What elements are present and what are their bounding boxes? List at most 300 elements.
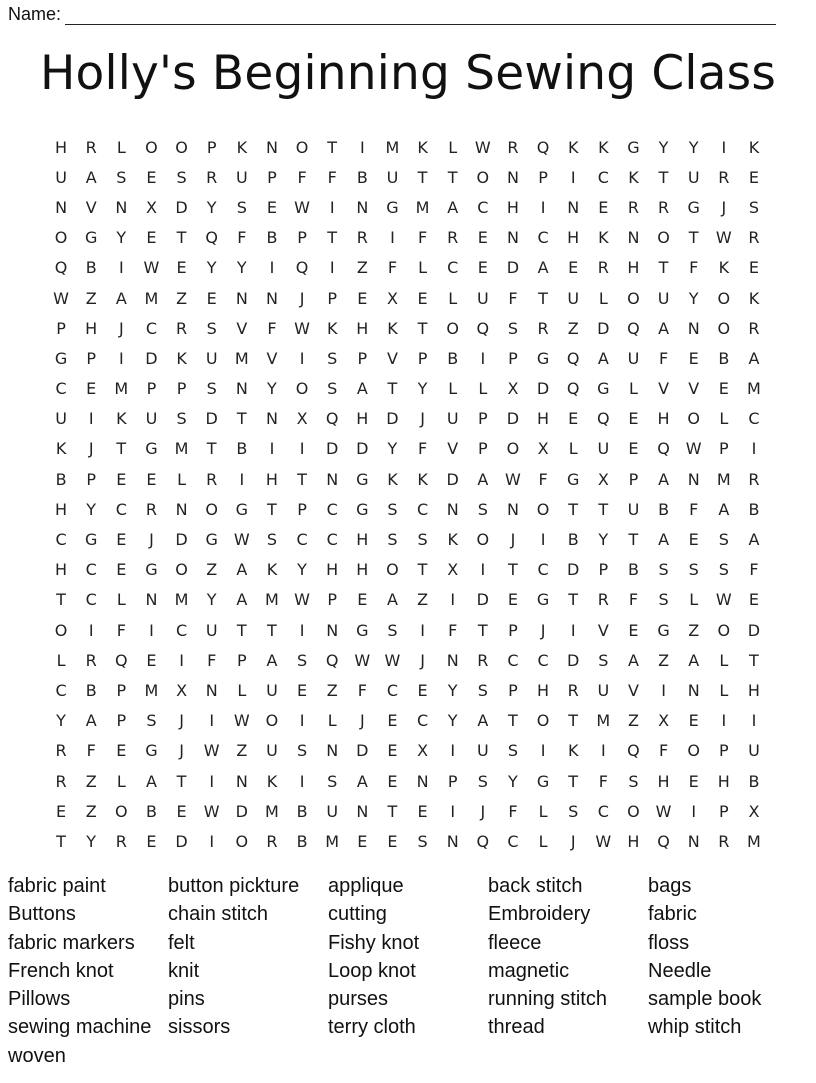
name-label: Name: <box>8 4 62 24</box>
grid-letter: S <box>176 409 187 429</box>
grid-letter: Q <box>476 831 490 851</box>
grid-letter: I <box>329 197 335 217</box>
grid-letter: B <box>627 560 639 580</box>
word-list-item: running stitch <box>488 988 607 1011</box>
grid-row <box>46 585 776 615</box>
grid-letter: R <box>748 469 760 489</box>
grid-letter: E <box>357 831 368 851</box>
grid-letter: F <box>508 288 518 308</box>
grid-letter: S <box>236 197 247 217</box>
grid-letter: H <box>657 771 670 791</box>
grid-letter: Y <box>86 831 97 851</box>
grid-letter: Q <box>627 318 640 338</box>
grid-letter: J <box>420 409 425 429</box>
grid-letter: I <box>721 137 727 157</box>
grid-letter: Y <box>447 680 458 700</box>
grid-letter: H <box>356 560 369 580</box>
grid-letter: I <box>209 771 215 791</box>
grid-letter: I <box>600 741 606 761</box>
grid-letter: T <box>56 831 66 851</box>
grid-letter: O <box>717 620 731 640</box>
grid-letter: O <box>446 318 459 338</box>
grid-letter: M <box>596 711 611 731</box>
grid-letter: W <box>715 228 732 248</box>
grid-letter: I <box>118 258 124 278</box>
grid-letter: N <box>687 469 700 489</box>
grid-letter: L <box>116 590 126 610</box>
grid-letter: F <box>658 348 669 368</box>
grid-letter: N <box>356 197 369 217</box>
grid-letter: R <box>597 258 609 278</box>
grid-letter: U <box>597 439 610 459</box>
grid-letter: A <box>356 771 368 791</box>
grid-letter: C <box>416 499 429 519</box>
grid-letter: N <box>627 228 640 248</box>
grid-letter: Q <box>536 137 550 157</box>
grid-letter: F <box>327 167 337 187</box>
grid-letter: I <box>88 620 94 640</box>
grid-letter: T <box>477 620 488 640</box>
grid-letter: O <box>54 228 68 248</box>
grid-letter: T <box>417 318 428 338</box>
word-list-item: bags <box>648 875 692 897</box>
grid-letter: I <box>661 680 666 700</box>
grid-letter: E <box>206 288 217 308</box>
grid-letter: I <box>329 258 335 278</box>
grid-letter: Q <box>54 258 68 278</box>
grid-letter: L <box>719 409 729 429</box>
grid-letter: C <box>386 680 399 700</box>
grid-letter: Q <box>295 258 309 278</box>
grid-letter: E <box>748 258 759 278</box>
grid-letter: C <box>537 228 549 248</box>
grid-letter: A <box>266 650 278 670</box>
grid-row <box>46 706 776 736</box>
grid-letter: F <box>448 620 458 640</box>
grid-letter: A <box>236 560 248 580</box>
grid-letter: H <box>717 771 730 791</box>
grid-letter: Q <box>325 650 339 670</box>
grid-letter: O <box>54 620 68 640</box>
grid-row <box>46 343 776 373</box>
grid-letter: U <box>145 409 158 429</box>
grid-letter: A <box>537 258 549 278</box>
grid-letter: B <box>658 499 670 519</box>
grid-letter: N <box>506 167 519 187</box>
word-list-item: floss <box>648 931 690 954</box>
grid-letter: Z <box>567 318 579 338</box>
grid-letter: W <box>595 831 612 851</box>
grid-letter: X <box>748 801 760 821</box>
grid-letter: T <box>327 137 338 157</box>
grid-letter: K <box>567 741 579 761</box>
grid-letter: N <box>687 831 700 851</box>
grid-letter: N <box>446 831 459 851</box>
grid-letter: D <box>597 318 610 338</box>
word-list <box>8 872 808 1070</box>
grid-letter: C <box>597 167 609 187</box>
grid-letter: N <box>326 620 339 640</box>
grid-letter: W <box>53 288 69 308</box>
grid-letter: P <box>508 348 518 368</box>
grid-letter: E <box>146 469 157 489</box>
grid-letter: T <box>267 620 277 640</box>
grid-letter: E <box>417 801 428 821</box>
grid-letter: U <box>476 288 489 308</box>
grid-letter: P <box>206 137 217 157</box>
word-list-item: back stitch <box>488 875 583 897</box>
grid-letter: E <box>116 560 127 580</box>
grid-letter: E <box>417 680 428 700</box>
grid-letter: H <box>567 228 580 248</box>
grid-letter: R <box>55 771 67 791</box>
grid-letter: H <box>657 409 670 429</box>
grid-letter: E <box>568 258 579 278</box>
grid-letter: D <box>386 409 399 429</box>
grid-letter: V <box>386 348 398 368</box>
grid-letter: C <box>507 831 519 851</box>
grid-letter: T <box>447 167 458 187</box>
grid-letter: L <box>478 379 488 399</box>
grid-letter: I <box>540 741 546 761</box>
word-list-item: chain stitch <box>168 903 269 926</box>
grid-letter: N <box>687 318 700 338</box>
grid-letter: J <box>540 620 546 640</box>
grid-letter: D <box>356 741 369 761</box>
grid-letter: M <box>144 680 159 700</box>
grid-letter: L <box>538 801 548 821</box>
word-list-item: thread <box>488 1016 545 1039</box>
grid-letter: C <box>55 379 67 399</box>
grid-letter: X <box>507 379 519 399</box>
grid-letter: C <box>55 680 67 700</box>
grid-letter: L <box>568 439 578 459</box>
grid-letter: H <box>55 560 68 580</box>
grid-letter: S <box>718 530 729 550</box>
grid-letter: Z <box>85 771 97 791</box>
grid-letter: I <box>118 348 124 368</box>
grid-letter: I <box>480 560 486 580</box>
grid-letter: G <box>205 530 218 550</box>
grid-letter: A <box>85 711 97 731</box>
grid-letter: Z <box>236 741 248 761</box>
grid-letter: U <box>205 348 218 368</box>
grid-letter: K <box>718 258 730 278</box>
grid-letter: I <box>540 197 546 217</box>
grid-letter: T <box>206 439 217 459</box>
grid-letter: Z <box>417 590 429 610</box>
grid-letter: P <box>718 741 729 761</box>
grid-letter: B <box>85 258 97 278</box>
grid-letter: G <box>235 499 249 519</box>
grid-row <box>46 555 776 585</box>
grid-letter: H <box>537 680 550 700</box>
grid-letter: J <box>149 530 154 550</box>
grid-letter: E <box>86 379 97 399</box>
grid-letter: C <box>85 590 97 610</box>
grid-letter: C <box>296 530 308 550</box>
grid-letter: L <box>327 711 337 731</box>
grid-letter: D <box>175 831 188 851</box>
grid-letter: W <box>294 590 310 610</box>
grid-letter: M <box>234 348 249 368</box>
grid-letter: N <box>115 197 128 217</box>
grid-letter: F <box>387 258 398 278</box>
grid-letter: M <box>325 831 340 851</box>
grid-letter: U <box>266 741 278 761</box>
grid-letter: D <box>205 409 218 429</box>
grid-letter: Y <box>417 379 428 399</box>
grid-letter: Y <box>236 258 247 278</box>
grid-letter: P <box>447 771 458 791</box>
grid-letter: B <box>447 348 459 368</box>
grid-letter: K <box>387 318 398 338</box>
grid-letter: B <box>296 831 308 851</box>
grid-letter: Q <box>657 831 670 851</box>
grid-letter: R <box>85 137 97 157</box>
grid-letter: M <box>114 379 129 399</box>
grid-letter: N <box>235 771 248 791</box>
grid-letter: D <box>536 379 550 399</box>
name-field <box>8 4 776 25</box>
grid-letter: F <box>689 258 699 278</box>
name-line <box>65 6 776 25</box>
grid-letter: O <box>235 831 249 851</box>
grid-letter: V <box>85 197 97 217</box>
grid-letter: N <box>506 228 519 248</box>
grid-letter: W <box>233 530 250 550</box>
grid-letter: H <box>537 409 550 429</box>
grid-letter: M <box>716 469 731 489</box>
grid-letter: G <box>536 590 550 610</box>
grid-letter: W <box>143 258 160 278</box>
grid-letter: L <box>177 469 187 489</box>
grid-letter: H <box>356 409 369 429</box>
grid-letter: P <box>297 228 307 248</box>
grid-letter: G <box>356 620 369 640</box>
grid-letter: T <box>598 499 609 519</box>
grid-letter: V <box>236 318 248 338</box>
grid-letter: V <box>597 620 609 640</box>
grid-letter: C <box>326 530 338 550</box>
grid-letter: M <box>385 137 400 157</box>
grid-letter: R <box>145 499 157 519</box>
grid-letter: C <box>537 560 549 580</box>
grid-letter: E <box>387 741 398 761</box>
grid-letter: P <box>477 439 488 459</box>
grid-letter: N <box>326 469 339 489</box>
grid-letter: B <box>748 499 760 519</box>
grid-letter: G <box>597 379 610 399</box>
grid-letter: Y <box>688 137 699 157</box>
grid-letter: Q <box>566 379 580 399</box>
grid-letter: N <box>265 409 278 429</box>
grid-letter: P <box>508 620 518 640</box>
grid-letter: U <box>657 288 670 308</box>
grid-letter: P <box>146 379 157 399</box>
grid-letter: O <box>506 439 520 459</box>
grid-letter: W <box>203 801 220 821</box>
grid-letter: R <box>85 650 97 670</box>
grid-letter: J <box>88 439 94 459</box>
grid-letter: K <box>748 137 760 157</box>
grid-letter: L <box>689 590 699 610</box>
word-list-item: purses <box>328 988 389 1011</box>
grid-letter: G <box>386 197 399 217</box>
word-list-item: pins <box>168 988 205 1011</box>
grid-letter: R <box>206 167 218 187</box>
grid-letter: J <box>480 801 486 821</box>
grid-letter: W <box>655 801 672 821</box>
grid-letter: T <box>236 409 247 429</box>
grid-letter: T <box>628 530 639 550</box>
grid-letter: T <box>568 711 579 731</box>
grid-letter: S <box>507 318 519 338</box>
grid-row <box>46 736 776 766</box>
grid-letter: E <box>688 348 699 368</box>
grid-letter: I <box>540 530 546 550</box>
grid-letter: E <box>146 650 157 670</box>
grid-letter: R <box>537 318 549 338</box>
grid-row <box>46 253 776 283</box>
grid-letter: N <box>175 499 188 519</box>
grid-letter: C <box>416 711 429 731</box>
grid-letter: F <box>237 228 247 248</box>
grid-letter: I <box>450 590 456 610</box>
grid-letter: N <box>205 680 218 700</box>
grid-letter: D <box>506 258 520 278</box>
grid-letter: T <box>417 560 428 580</box>
grid-letter: S <box>477 680 488 700</box>
grid-letter: F <box>598 771 608 791</box>
grid-letter: I <box>570 167 576 187</box>
grid-letter: C <box>507 650 519 670</box>
grid-row <box>46 313 776 343</box>
grid-letter: O <box>476 167 490 187</box>
grid-letter: F <box>417 228 428 248</box>
grid-letter: G <box>657 620 670 640</box>
grid-letter: O <box>175 560 188 580</box>
grid-letter: A <box>356 379 368 399</box>
grid-letter: Q <box>325 409 339 429</box>
grid-letter: U <box>748 741 760 761</box>
grid-letter: T <box>568 590 579 610</box>
grid-row <box>46 162 776 192</box>
grid-letter: A <box>748 348 760 368</box>
grid-letter: I <box>480 348 486 368</box>
grid-letter: T <box>749 650 759 670</box>
grid-letter: G <box>84 228 98 248</box>
grid-letter: E <box>688 711 699 731</box>
grid-letter: P <box>267 167 277 187</box>
grid-letter: U <box>266 680 278 700</box>
grid-letter: B <box>55 469 67 489</box>
grid-letter: Q <box>597 409 610 429</box>
grid-letter: L <box>719 680 729 700</box>
grid-letter: R <box>176 318 188 338</box>
grid-letter: N <box>265 137 278 157</box>
grid-letter: I <box>359 137 365 157</box>
grid-letter: Y <box>447 711 458 731</box>
grid-letter: D <box>326 439 339 459</box>
grid-letter: Y <box>688 288 699 308</box>
grid-row <box>46 132 776 162</box>
grid-letter: S <box>748 197 760 217</box>
grid-letter: E <box>628 409 639 429</box>
grid-row <box>46 826 776 856</box>
grid-letter: F <box>689 499 699 519</box>
grid-row <box>46 524 776 554</box>
grid-letter: T <box>508 560 518 580</box>
grid-letter: A <box>658 530 670 550</box>
grid-letter: I <box>209 711 215 731</box>
grid-letter: F <box>116 620 126 640</box>
grid-letter: L <box>116 771 126 791</box>
grid-letter: X <box>597 469 609 489</box>
grid-letter: E <box>116 741 127 761</box>
grid-letter: V <box>658 379 670 399</box>
grid-letter: Q <box>205 228 218 248</box>
grid-row <box>46 645 776 675</box>
grid-letter: L <box>418 258 428 278</box>
grid-letter: C <box>748 409 760 429</box>
grid-letter: I <box>751 439 757 459</box>
grid-letter: O <box>145 137 158 157</box>
grid-letter: E <box>116 469 127 489</box>
grid-letter: V <box>266 348 278 368</box>
grid-letter: A <box>447 197 459 217</box>
grid-letter: Q <box>566 348 580 368</box>
grid-letter: A <box>597 348 609 368</box>
grid-letter: R <box>567 680 579 700</box>
grid-letter: F <box>357 680 367 700</box>
grid-letter: F <box>267 318 277 338</box>
grid-letter: E <box>56 801 67 821</box>
grid-letter: U <box>597 680 610 700</box>
grid-letter: D <box>476 590 489 610</box>
grid-letter: F <box>207 650 217 670</box>
grid-letter: I <box>570 620 576 640</box>
grid-row <box>46 766 776 796</box>
grid-letter: D <box>446 469 459 489</box>
grid-letter: M <box>747 831 761 851</box>
grid-letter: X <box>176 680 188 700</box>
grid-letter: L <box>719 650 729 670</box>
grid-letter: A <box>477 711 489 731</box>
grid-row <box>46 374 776 404</box>
grid-letter: E <box>266 197 277 217</box>
grid-letter: B <box>266 228 278 248</box>
grid-letter: W <box>685 439 702 459</box>
grid-letter: K <box>598 228 609 248</box>
grid-letter: M <box>265 801 279 821</box>
grid-letter: K <box>417 469 428 489</box>
grid-letter: E <box>357 590 368 610</box>
grid-letter: E <box>748 167 759 187</box>
grid-letter: P <box>116 680 127 700</box>
grid-letter: H <box>356 530 369 550</box>
grid-letter: S <box>296 650 308 670</box>
word-list-item: magnetic <box>488 959 570 982</box>
grid-letter: N <box>687 680 700 700</box>
grid-row <box>46 675 776 705</box>
grid-letter: J <box>118 318 124 338</box>
grid-letter: E <box>598 197 609 217</box>
grid-letter: O <box>627 288 640 308</box>
grid-letter: T <box>327 228 338 248</box>
grid-letter: J <box>420 650 425 670</box>
grid-letter: S <box>206 318 217 338</box>
